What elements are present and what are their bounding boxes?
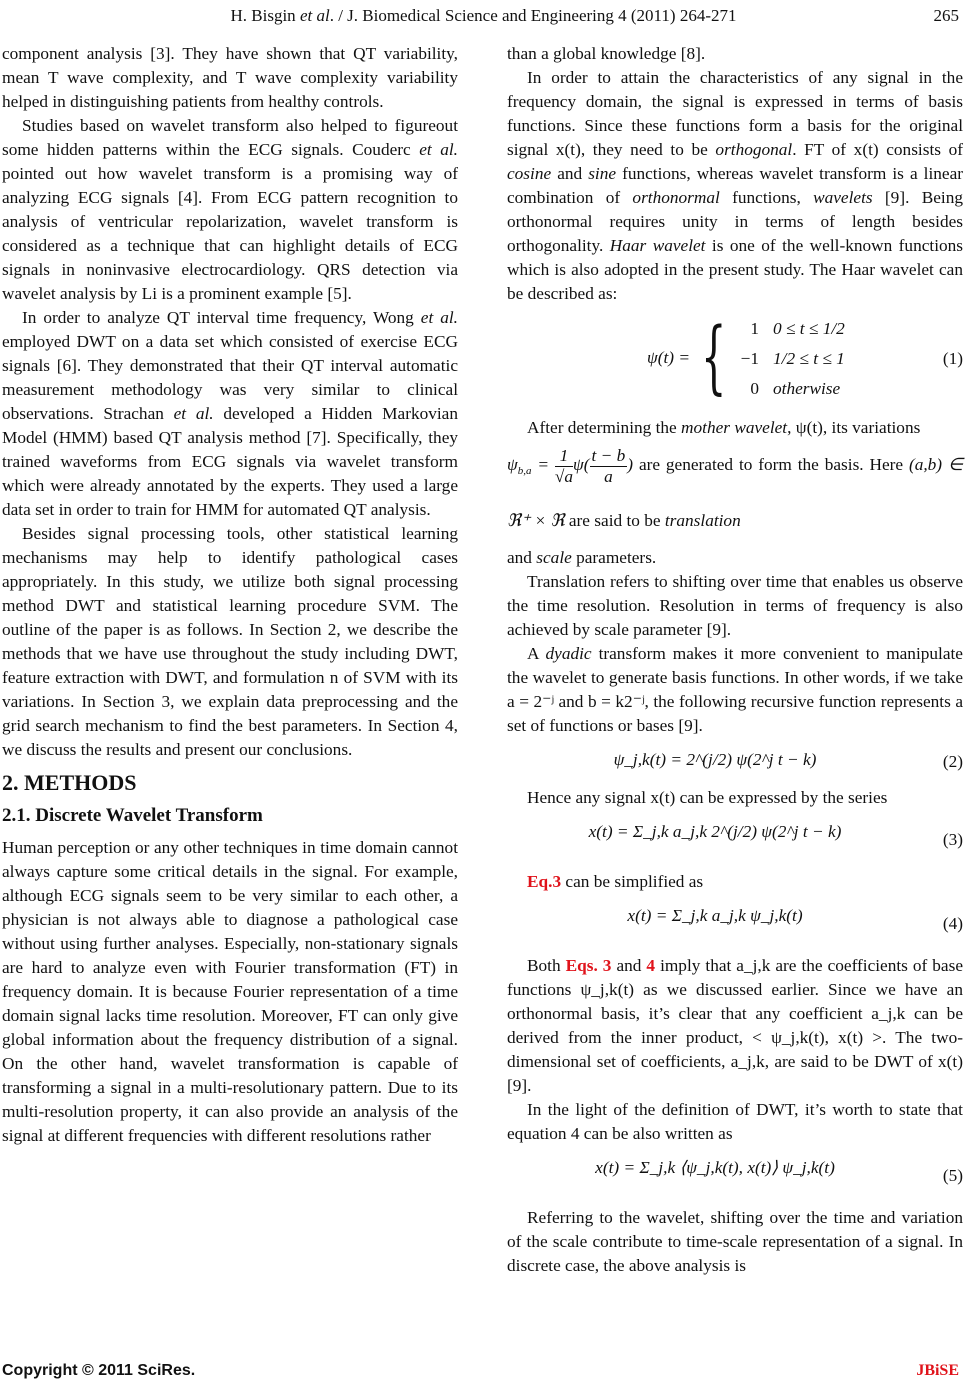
text: In order to attain the characteristics of any signal in the frequency domain, the signal is expressed in terms of basis functions. Since these functions form a basis for the original signal x(t), they need to be	[507, 68, 963, 159]
text-italic: wavelets	[813, 188, 873, 207]
equation-link[interactable]: Eqs. 3	[565, 956, 612, 975]
text: In order to analyze QT interval time frequency, Wong	[22, 308, 421, 327]
fraction-numerator: 1	[555, 446, 573, 467]
case-value: −1	[740, 349, 759, 368]
text-italic: et al.	[173, 404, 214, 423]
fraction	[590, 446, 628, 487]
section-heading: 2. METHODS	[2, 770, 137, 795]
case-row	[719, 314, 845, 344]
case-value: 1	[750, 319, 759, 338]
text-italic: dyadic	[545, 644, 592, 663]
paragraph	[507, 954, 963, 1098]
equation-body: x(t) = Σ_j,k ⟨ψ_j,k(t), x(t)⟩ ψ_j,k(t)	[595, 1158, 835, 1177]
paragraph	[507, 870, 963, 894]
text-italic: translation	[664, 511, 741, 530]
text-italic: cosine	[507, 164, 552, 183]
paragraph	[507, 546, 963, 570]
text-italic: scale	[536, 548, 572, 567]
text: are generated to form the basis. Here	[633, 455, 909, 474]
paragraph	[507, 642, 963, 738]
text: functions,	[719, 188, 814, 207]
journal-abbrev: JBiSE	[916, 1362, 959, 1379]
paragraph: Besides signal processing tools, other statistical learning mechanisms may help to identify pathological cases appropriately. In this study, we utilize both signal processing method DWT and statistical learning procedure SVM. The outline of the paper is as follows. In Section 2, we describe the methods that we have use throughout the study including DWT, feature extraction with DWT, and formulation n of SVM with its variations. In Section 3, we explain data preprocessing and the grid search mechanism to find the best parameters. In Section 4, we discuss the results and present our conclusions.	[2, 524, 458, 759]
text: developed a Hidden Markovian Model (HMM) based QT analysis method [7]. Specifically, they trained waveforms from ECG signals via wavelet transform which were already annotated by the experts. They used a large data set in order to train for HMM for automated QT analysis.	[2, 404, 458, 519]
equation-number: (3)	[942, 830, 963, 849]
case-condition: otherwise	[773, 379, 841, 398]
equation-link[interactable]: Eq.3	[527, 872, 562, 891]
paragraph: Human perception or any other techniques in time domain cannot always capture some critical details in the signal. For example, although ECG signals seem to be very similar to each other, a physician is not always able to diagnose a pathological case without using further analyses. Especially, non-stationary signals are hard to analyze even with Fourier transformation (FT) in frequency domain. It is because Fourier representation of a time domain signal lacks time resolution. Moreover, FT can only give global information about the frequency distribution of a signal. On the other hand, wavelet transformation is capable of transforming a signal in a multi-resolutionary pattern. Due to its multi-resolution property, it can also provide an analysis of the signal at different frequencies with different resolutions rather	[2, 838, 458, 1145]
text-italic: orthonormal	[632, 188, 720, 207]
running-title	[0, 6, 967, 26]
paragraph: component analysis [3]. They have shown that QT variability, mean T wave complexity, and T wave complexity variability helped in distinguishing patients from healthy controls.	[2, 44, 458, 111]
paragraph: Hence any signal x(t) can be expressed by the series	[527, 788, 888, 807]
formula-equals: =	[531, 455, 555, 474]
fraction-numerator: t − b	[591, 445, 626, 465]
text: transform makes it more convenient to manipulate the wavelet to generate basis functions. In other words, if we take a = 2⁻ʲ and b = k2⁻ʲ, the following recursive function represents a set of functions or bases [9].	[507, 644, 963, 735]
text: is one of the well-known functions which is also adopted in the present study. The Haar wavelet can be described as:	[507, 236, 963, 303]
equation-lhs: ψ(t) =	[647, 348, 691, 367]
equation-body: x(t) = Σ_j,k a_j,k 2^(j/2) ψ(2^j t − k)	[588, 822, 842, 841]
text: , ψ(t), its variations	[787, 418, 921, 437]
text: [9]. Being orthonormal requires unity in terms of length besides orthogonality.	[507, 188, 963, 255]
equation-body: x(t) = Σ_j,k a_j,k ψ_j,k(t)	[627, 906, 803, 925]
left-column	[2, 42, 458, 1148]
text: Both	[527, 956, 566, 975]
paragraph	[2, 306, 458, 522]
paragraph: than a global knowledge [8].	[507, 44, 706, 63]
text: can be simplified as	[561, 872, 704, 891]
text-italic: Haar wavelet	[609, 236, 706, 255]
text: A	[527, 644, 546, 663]
equation-2	[507, 742, 963, 782]
case-condition: 1/2 ≤ t ≤ 1	[773, 349, 845, 368]
equation-number: (4)	[942, 914, 963, 933]
text-italic: et al.	[419, 140, 458, 159]
text: functions, whereas wavelet transform is a linear combination of	[507, 164, 963, 207]
text-italic: mother wavelet	[681, 418, 788, 437]
case-condition: 0 ≤ t ≤ 1/2	[773, 319, 845, 338]
paragraph	[2, 114, 458, 306]
right-column	[507, 42, 963, 1278]
equation-3	[507, 814, 963, 866]
text: and	[551, 164, 589, 183]
text-italic: et al.	[420, 308, 458, 327]
equation-number: (2)	[942, 752, 963, 771]
paragraph: Translation refers to shifting over time that enables us observe the time resolution. Resolution in terms of frequency is also achieved by scale parameter [9].	[507, 572, 963, 639]
case-value: 0	[750, 379, 759, 398]
text: are said to be	[564, 511, 665, 530]
equation-cases	[719, 314, 845, 404]
running-title-etal: et al	[299, 6, 330, 25]
fraction-denominator: √a	[554, 466, 574, 486]
text: . FT of x(t) consists of	[792, 140, 963, 159]
running-title-journal: . / J. Biomedical Science and Engineering 4 (2011) 264-271	[329, 6, 737, 25]
inline-formula: (a,b) ∈ ℜ⁺ × ℜ	[507, 455, 963, 530]
text: Studies based on wavelet transform also helped to figureout some hidden patterns within the ECG signals. Couderc	[2, 116, 458, 159]
fraction-denominator: a	[604, 466, 613, 486]
paragraph: In the light of the definition of DWT, it’s worth to state that equation 4 can be also written as	[507, 1100, 963, 1143]
formula-psi: ψ	[573, 455, 584, 474]
page-number: 265	[933, 6, 959, 25]
equation-1	[507, 312, 963, 406]
paragraph	[507, 416, 963, 440]
inline-formula: $\psi_{b,a}$ = $\frac{1}{√a}$ ψ( $\frac{t - b}{a}$ )	[507, 445, 634, 486]
equation-4	[507, 898, 963, 950]
equation-5	[507, 1150, 963, 1202]
text-italic: orthogonal	[715, 140, 793, 159]
text: parameters.	[571, 548, 657, 567]
text: imply that a_j,k are the coefficients of base functions ψ_j,k(t) as we discussed earlier. Since we have an orthonormal basis, it’s clear that any coefficient a_j,k can be derived from the inner product, < ψ_j,k(t), x(t) >. The two-dimensional set of coefficients, a_j,k, are said to be DWT of x(t) [9].	[507, 956, 963, 1095]
page-footer	[0, 1362, 967, 1384]
equation-number: (1)	[942, 349, 963, 368]
equation-link[interactable]: 4	[646, 956, 656, 975]
running-title-authors: H. Bisgin	[230, 6, 300, 25]
text-italic: sine	[588, 164, 617, 183]
text: and	[611, 956, 647, 975]
paragraph: Referring to the wavelet, shifting over the time and variation of the scale contribute to time-scale representation of a signal. In discrete case, the above analysis is	[507, 1208, 963, 1275]
paragraph	[507, 440, 963, 546]
running-header	[0, 4, 967, 30]
formula-psi: ψ	[507, 455, 518, 474]
copyright: Copyright © 2011 SciRes.	[2, 1362, 196, 1379]
subsection-heading: 2.1. Discrete Wavelet Transform	[2, 805, 263, 826]
text: After determining the	[527, 418, 682, 437]
text: and	[507, 548, 537, 567]
fraction	[555, 446, 573, 487]
equation-number: (5)	[942, 1166, 963, 1185]
text: employed DWT on a data set which consisted of exercise ECG signals [6]. They demonstrated that their QT interval automatic measurement methodology was very similar to clinical observations. Strachan	[2, 332, 458, 423]
formula-subscript: b,a	[517, 465, 532, 477]
paragraph	[507, 66, 963, 306]
case-row	[719, 344, 845, 374]
brace: {	[701, 310, 727, 403]
equation-body: ψ_j,k(t) = 2^(j/2) ψ(2^j t − k)	[613, 750, 817, 769]
text: pointed out how wavelet transform is a promising way of analyzing ECG signals [4]. From ECG pattern recognition to analysis of ventricular repolarization, wavelet transform is considered as a technique that can highlight details of ECG signals in noninvasive electrocardiology. QRS detection via wavelet analysis by Li is a prominent example [5].	[2, 164, 458, 303]
case-row	[719, 374, 845, 404]
